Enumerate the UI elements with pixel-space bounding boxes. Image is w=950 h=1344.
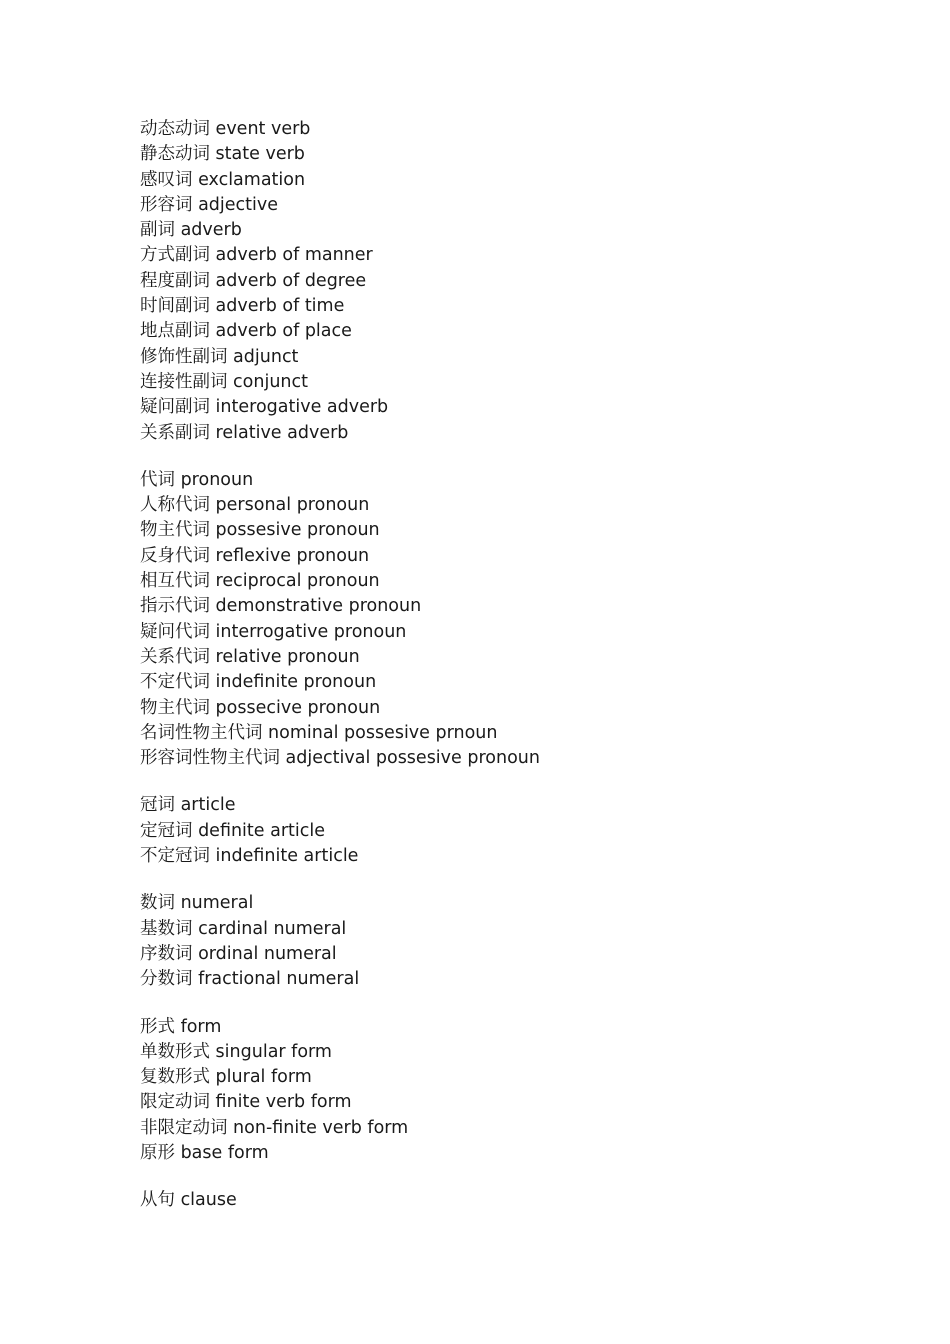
glossary-group-pronouns [140, 468, 900, 772]
glossary-line: 疑问代词 interrogative pronoun [140, 621, 407, 642]
glossary-line: 非限定动词 non-finite verb form [140, 1117, 409, 1138]
glossary-line: 名词性物主代词 nominal possesive prnoun [140, 722, 498, 743]
glossary-line: 不定冠词 indefinite article [140, 846, 359, 867]
glossary-line: 复数形式 plural form [140, 1067, 312, 1088]
glossary-line: 形式 form [140, 1016, 222, 1037]
glossary-line: 数词 numeral [140, 893, 254, 914]
glossary-line: 关系代词 relative pronoun [140, 646, 360, 667]
glossary-line: 程度副词 adverb of degree [140, 270, 367, 291]
glossary-line: 不定代词 indefinite pronoun [140, 672, 377, 693]
glossary-line: 形容词 adjective [140, 194, 278, 215]
glossary-group-articles [140, 793, 900, 869]
glossary-line: 动态动词 event verb [140, 119, 311, 139]
glossary-line: 基数词 cardinal numeral [140, 918, 347, 939]
glossary-line: 序数词 ordinal numeral [140, 943, 337, 964]
glossary-line: 时间副词 adverb of time [140, 296, 345, 317]
glossary-line: 分数词 fractional numeral [140, 969, 360, 990]
glossary-line: 感叹词 exclamation [140, 169, 306, 190]
glossary-line: 从句 clause [140, 1190, 237, 1211]
glossary-content [140, 117, 900, 1214]
glossary-line: 关系副词 relative adverb [140, 422, 349, 443]
glossary-line: 指示代词 demonstrative pronoun [140, 596, 422, 617]
glossary-line: 单数形式 singular form [140, 1041, 332, 1062]
glossary-group-forms [140, 1015, 900, 1167]
glossary-group-clauses [140, 1188, 900, 1213]
glossary-line: 冠词 article [140, 795, 236, 816]
glossary-line: 物主代词 possesive pronoun [140, 520, 380, 541]
glossary-group-numerals [140, 891, 900, 992]
glossary-line: 定冠词 definite article [140, 820, 325, 841]
glossary-line: 相互代词 reciprocal pronoun [140, 571, 380, 592]
glossary-line: 代词 pronoun [140, 469, 254, 490]
glossary-line: 人称代词 personal pronoun [140, 495, 370, 516]
glossary-line: 副词 adverb [140, 220, 242, 241]
glossary-line: 方式副词 adverb of manner [140, 245, 373, 266]
glossary-line: 疑问副词 interogative adverb [140, 397, 389, 418]
glossary-line: 原形 base form [140, 1142, 269, 1163]
glossary-line: 反身代词 reflexive pronoun [140, 545, 370, 566]
glossary-line: 形容词性物主代词 adjectival possesive pronoun [140, 748, 540, 769]
glossary-line: 连接性副词 conjunct [140, 371, 309, 392]
glossary-line: 修饰性副词 adjunct [140, 346, 299, 367]
glossary-group-verbs-adverbs [140, 117, 900, 446]
glossary-line: 地点副词 adverb of place [140, 321, 352, 342]
glossary-line: 限定动词 finite verb form [140, 1092, 352, 1113]
glossary-line: 静态动词 state verb [140, 144, 305, 165]
glossary-line: 物主代词 possecive pronoun [140, 697, 381, 718]
